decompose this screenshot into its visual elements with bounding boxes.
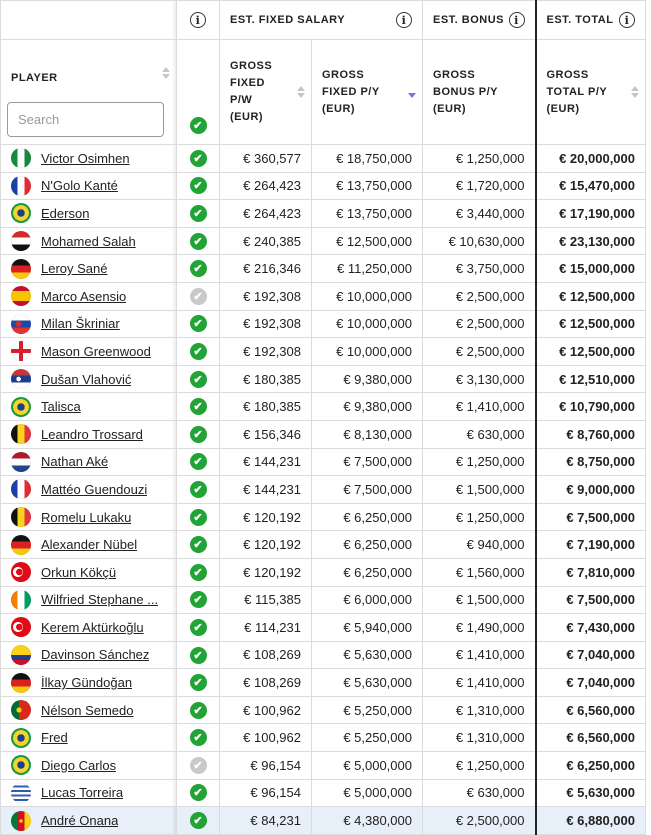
check-icon: ✔ [190, 674, 207, 691]
verified-cell [177, 586, 220, 614]
fixed-pw-cell: € 156,346 [220, 420, 312, 448]
verified-cell [177, 310, 220, 338]
fixed-pw-cell: € 144,231 [220, 476, 312, 504]
slovakia-flag-icon [11, 314, 31, 334]
check-icon[interactable]: ✔ [190, 117, 207, 134]
fixed-py-cell: € 5,940,000 [312, 614, 423, 642]
total-py-cell: € 10,790,000 [536, 393, 646, 421]
header-line: GROSS [546, 68, 589, 81]
table-row[interactable] [1, 558, 646, 586]
check-icon: ✔ [190, 260, 207, 277]
fixed-py-cell: € 10,000,000 [312, 282, 423, 310]
check-icon: ✔ [190, 647, 207, 664]
table-row[interactable] [1, 255, 646, 283]
fixed-pw-cell: € 108,269 [220, 669, 312, 697]
check-icon: ✔ [190, 619, 207, 636]
fixed-pw-cell: € 115,385 [220, 586, 312, 614]
header-line: FIXED P/Y [322, 85, 380, 98]
player-cell[interactable] [1, 752, 177, 780]
table-row[interactable] [1, 752, 646, 780]
belgium-flag-icon [11, 507, 31, 527]
verified-cell [177, 145, 220, 173]
portugal-flag-icon [11, 700, 31, 720]
player-name-link[interactable]: Fred [41, 730, 68, 746]
header-line: (EUR) [322, 102, 356, 115]
verified-cell [177, 696, 220, 724]
group-header-row [1, 1, 646, 40]
table-row[interactable] [1, 614, 646, 642]
player-name-link[interactable]: Alexander Nübel [41, 537, 138, 553]
bonus-py-cell: € 1,560,000 [423, 558, 536, 586]
bonus-py-cell: € 10,630,000 [423, 227, 536, 255]
table-row[interactable] [1, 145, 646, 173]
fixed-py-cell: € 18,750,000 [312, 145, 423, 173]
table-row[interactable] [1, 448, 646, 476]
header-line: (EUR) [433, 102, 467, 115]
column-header-row [1, 40, 646, 145]
cameroon-flag-icon [11, 811, 31, 831]
total-group-header [536, 1, 646, 40]
table-row[interactable] [1, 227, 646, 255]
verified-cell [177, 420, 220, 448]
verified-cell [177, 807, 220, 835]
bonus-py-cell: € 1,250,000 [423, 752, 536, 780]
check-icon: ✔ [190, 729, 207, 746]
verified-cell [177, 255, 220, 283]
total-py-cell: € 12,510,000 [536, 365, 646, 393]
spain-flag-icon [11, 286, 31, 306]
fixed-pw-cell: € 96,154 [220, 752, 312, 780]
ivorycoast-flag-icon [11, 590, 31, 610]
player-cell[interactable] [1, 669, 177, 697]
table-row[interactable] [1, 503, 646, 531]
player-name-link[interactable]: İlkay Gündoğan [41, 675, 133, 691]
verified-cell [177, 365, 220, 393]
total-py-cell: € 6,250,000 [536, 752, 646, 780]
fixed-py-cell: € 12,500,000 [312, 227, 423, 255]
check-icon: ✔ [190, 591, 207, 608]
total-py-cell: € 6,560,000 [536, 696, 646, 724]
check-icon: ✔ [190, 315, 207, 332]
brazil-flag-icon [11, 755, 31, 775]
verified-cell [177, 476, 220, 504]
check-icon: ✔ [190, 702, 207, 719]
player-name-link[interactable]: Mohamed Salah [41, 233, 136, 249]
player-cell[interactable] [1, 393, 177, 421]
player-cell[interactable] [1, 696, 177, 724]
check-icon: ✔ [190, 481, 207, 498]
fixed-py-cell: € 5,250,000 [312, 696, 423, 724]
player-cell[interactable] [1, 448, 177, 476]
table-row[interactable] [1, 172, 646, 200]
table-row[interactable] [1, 696, 646, 724]
sort-icon[interactable] [297, 86, 305, 98]
verified-cell [177, 200, 220, 228]
table-row[interactable] [1, 393, 646, 421]
verified-cell [177, 227, 220, 255]
fixed-pw-cell: € 120,192 [220, 503, 312, 531]
bonus-py-cell: € 3,750,000 [423, 255, 536, 283]
fixed-py-cell: € 5,000,000 [312, 779, 423, 807]
table-row[interactable] [1, 310, 646, 338]
player-cell[interactable] [1, 365, 177, 393]
total-py-cell: € 6,560,000 [536, 724, 646, 752]
bonus-py-cell: € 3,130,000 [423, 365, 536, 393]
player-cell[interactable] [1, 724, 177, 752]
fixed-pw-cell: € 192,308 [220, 338, 312, 366]
egypt-flag-icon [11, 231, 31, 251]
total-py-cell: € 7,810,000 [536, 558, 646, 586]
verified-cell [177, 338, 220, 366]
bonus-py-cell: € 2,500,000 [423, 807, 536, 835]
france-flag-icon [11, 176, 31, 196]
verified-cell [177, 752, 220, 780]
bonus-label: EST. BONUS [433, 14, 505, 26]
fixed-py-cell: € 6,250,000 [312, 531, 423, 559]
fixed-py-cell: € 7,500,000 [312, 476, 423, 504]
germany-flag-icon [11, 673, 31, 693]
fixed-py-cell: € 10,000,000 [312, 338, 423, 366]
header-line: P/W [230, 94, 253, 106]
check-icon: ✔ [190, 757, 207, 774]
bonus-py-cell: € 1,310,000 [423, 696, 536, 724]
verified-cell [177, 558, 220, 586]
total-py-cell: € 15,000,000 [536, 255, 646, 283]
sort-icon[interactable] [631, 86, 639, 98]
bonus-py-cell: € 1,410,000 [423, 669, 536, 697]
fixed-pw-cell: € 120,192 [220, 558, 312, 586]
player-group-header [1, 1, 177, 40]
total-py-cell: € 7,500,000 [536, 586, 646, 614]
total-py-cell: € 8,760,000 [536, 420, 646, 448]
table-row[interactable] [1, 338, 646, 366]
fixed-py-cell: € 11,250,000 [312, 255, 423, 283]
table-row[interactable] [1, 779, 646, 807]
serbia-flag-icon [11, 369, 31, 389]
fixed-pw-cell: € 100,962 [220, 696, 312, 724]
fixed-pw-cell: € 264,423 [220, 172, 312, 200]
england-flag-icon [11, 341, 31, 361]
fixed-py-cell: € 10,000,000 [312, 310, 423, 338]
check-icon: ✔ [190, 536, 207, 553]
player-name-link[interactable]: André Onana [41, 813, 119, 829]
table-row[interactable] [1, 669, 646, 697]
verified-cell [177, 448, 220, 476]
turkey-flag-icon [11, 562, 31, 582]
player-name-link[interactable]: Dušan Vlahović [41, 371, 132, 387]
bonus-py-cell: € 630,000 [423, 420, 536, 448]
check-icon: ✔ [190, 453, 207, 470]
player-cell[interactable] [1, 779, 177, 807]
header-line: GROSS [322, 68, 365, 81]
fixed-py-cell: € 6,250,000 [312, 503, 423, 531]
player-cell[interactable] [1, 586, 177, 614]
uruguay-flag-icon [11, 783, 31, 803]
player-name-link[interactable]: Marco Asensio [41, 288, 127, 304]
verified-cell [177, 531, 220, 559]
player-cell[interactable] [1, 255, 177, 283]
player-cell[interactable] [1, 145, 177, 173]
brazil-flag-icon [11, 728, 31, 748]
player-name-link[interactable]: Nélson Semedo [41, 702, 134, 718]
verified-column-header [177, 40, 220, 145]
fixed-pw-column-header[interactable] [220, 40, 312, 145]
player-cell[interactable] [1, 172, 177, 200]
check-icon: ✔ [190, 150, 207, 167]
header-line: (EUR) [546, 102, 580, 115]
total-label: EST. TOTAL [546, 14, 614, 26]
fixed-py-column-header[interactable] [312, 40, 423, 145]
info-icon[interactable]: i [509, 12, 525, 28]
player-name-link[interactable]: Wilfried Stephane ... [41, 592, 159, 608]
player-cell[interactable] [1, 614, 177, 642]
player-name-link[interactable]: Milan Škriniar [41, 316, 120, 332]
bonus-py-cell: € 1,410,000 [423, 641, 536, 669]
bonus-py-cell: € 1,500,000 [423, 476, 536, 504]
verified-cell [177, 172, 220, 200]
verified-cell [177, 503, 220, 531]
player-cell[interactable] [1, 641, 177, 669]
fixed-py-cell: € 4,380,000 [312, 807, 423, 835]
fixed-py-cell: € 8,130,000 [312, 420, 423, 448]
bonus-py-cell: € 630,000 [423, 779, 536, 807]
bonus-py-cell: € 3,440,000 [423, 200, 536, 228]
table-row[interactable] [1, 531, 646, 559]
fixed-pw-cell: € 144,231 [220, 448, 312, 476]
total-py-cell: € 12,500,000 [536, 338, 646, 366]
player-cell[interactable] [1, 200, 177, 228]
total-py-cell: € 12,500,000 [536, 310, 646, 338]
bonus-py-cell: € 1,410,000 [423, 393, 536, 421]
sort-icon[interactable] [162, 67, 170, 79]
bonus-py-column-header[interactable] [423, 40, 536, 145]
total-py-cell: € 8,750,000 [536, 448, 646, 476]
fixed-py-cell: € 9,380,000 [312, 365, 423, 393]
player-column-label: PLAYER [11, 71, 58, 84]
check-icon: ✔ [190, 398, 207, 415]
player-name-link[interactable]: Talisca [41, 399, 81, 415]
total-py-cell: € 12,500,000 [536, 282, 646, 310]
bonus-py-cell: € 940,000 [423, 531, 536, 559]
fixed-py-cell: € 6,250,000 [312, 558, 423, 586]
belgium-flag-icon [11, 424, 31, 444]
total-py-cell: € 6,880,000 [536, 807, 646, 835]
header-line: (EUR) [230, 111, 264, 123]
player-name-link[interactable]: Diego Carlos [41, 757, 117, 773]
check-icon: ✔ [190, 343, 207, 360]
bonus-py-cell: € 2,500,000 [423, 282, 536, 310]
table-row[interactable] [1, 365, 646, 393]
bonus-py-cell: € 2,500,000 [423, 338, 536, 366]
fixed-pw-cell: € 108,269 [220, 641, 312, 669]
fixed-py-cell: € 7,500,000 [312, 448, 423, 476]
check-icon: ✔ [190, 564, 207, 581]
verified-cell [177, 724, 220, 752]
total-py-cell: € 20,000,000 [536, 145, 646, 173]
player-name-link[interactable]: Ederson [41, 205, 90, 221]
fixed-py-cell: € 13,750,000 [312, 172, 423, 200]
total-py-cell: € 7,040,000 [536, 669, 646, 697]
check-icon: ✔ [190, 233, 207, 250]
player-name-link[interactable]: Kerem Aktürkoğlu [41, 619, 144, 635]
bonus-py-cell: € 1,250,000 [423, 145, 536, 173]
check-icon: ✔ [190, 426, 207, 443]
fixed-salary-label: EST. FIXED SALARY [230, 14, 346, 26]
fixed-pw-cell: € 84,231 [220, 807, 312, 835]
brazil-flag-icon [11, 397, 31, 417]
table-row[interactable] [1, 282, 646, 310]
total-py-cell: € 7,190,000 [536, 531, 646, 559]
player-cell[interactable] [1, 476, 177, 504]
total-py-cell: € 17,190,000 [536, 200, 646, 228]
header-line: BONUS P/Y [433, 85, 499, 98]
player-cell[interactable] [1, 338, 177, 366]
fixed-py-cell: € 5,000,000 [312, 752, 423, 780]
table-row[interactable] [1, 200, 646, 228]
verified-cell [177, 779, 220, 807]
player-cell[interactable] [1, 531, 177, 559]
turkey-flag-icon [11, 617, 31, 637]
colombia-flag-icon [11, 645, 31, 665]
header-line: GROSS [433, 68, 476, 81]
verified-cell [177, 282, 220, 310]
total-py-cell: € 7,040,000 [536, 641, 646, 669]
table-body [1, 145, 646, 835]
check-icon: ✔ [190, 288, 207, 305]
total-py-cell: € 7,500,000 [536, 503, 646, 531]
fixed-pw-cell: € 114,231 [220, 614, 312, 642]
verified-cell [177, 641, 220, 669]
table-row[interactable] [1, 641, 646, 669]
bonus-py-cell: € 1,500,000 [423, 586, 536, 614]
search-input[interactable] [7, 102, 164, 137]
player-cell[interactable] [1, 420, 177, 448]
header-line: GROSS [230, 60, 273, 72]
check-icon: ✔ [190, 509, 207, 526]
player-cell[interactable] [1, 807, 177, 835]
table-row[interactable] [1, 476, 646, 504]
player-name-link[interactable]: Victor Osimhen [41, 150, 130, 166]
check-icon: ✔ [190, 177, 207, 194]
sort-desc-icon[interactable] [408, 86, 416, 98]
total-py-cell: € 9,000,000 [536, 476, 646, 504]
player-cell[interactable] [1, 282, 177, 310]
player-cell[interactable] [1, 558, 177, 586]
france-flag-icon [11, 479, 31, 499]
table-row[interactable] [1, 420, 646, 448]
player-cell[interactable] [1, 310, 177, 338]
fixed-py-cell: € 9,380,000 [312, 393, 423, 421]
table-row[interactable] [1, 807, 646, 835]
fixed-py-cell: € 13,750,000 [312, 200, 423, 228]
bonus-py-cell: € 1,250,000 [423, 448, 536, 476]
player-name-link[interactable]: Nathan Aké [41, 454, 109, 470]
fixed-pw-cell: € 180,385 [220, 393, 312, 421]
fixed-pw-cell: € 180,385 [220, 365, 312, 393]
player-name-link[interactable]: Leandro Trossard [41, 426, 143, 442]
fixed-pw-cell: € 240,385 [220, 227, 312, 255]
player-name-link[interactable]: Lucas Torreira [41, 785, 124, 801]
bonus-group-header [423, 1, 536, 40]
table-row[interactable] [1, 724, 646, 752]
netherlands-flag-icon [11, 452, 31, 472]
fixed-pw-cell: € 360,577 [220, 145, 312, 173]
fixed-pw-cell: € 96,154 [220, 779, 312, 807]
fixed-pw-cell: € 120,192 [220, 531, 312, 559]
header-line: FIXED [230, 77, 265, 89]
fixed-py-cell: € 5,250,000 [312, 724, 423, 752]
verified-cell [177, 669, 220, 697]
fixed-py-cell: € 5,630,000 [312, 641, 423, 669]
header-line: TOTAL P/Y [546, 85, 608, 98]
bonus-py-cell: € 1,490,000 [423, 614, 536, 642]
info-icon[interactable]: i [619, 12, 635, 28]
fixed-pw-cell: € 216,346 [220, 255, 312, 283]
check-icon: ✔ [190, 205, 207, 222]
info-icon[interactable]: i [190, 12, 206, 28]
verified-group-header [177, 1, 220, 40]
germany-flag-icon [11, 535, 31, 555]
player-name-link[interactable]: Mattéo Guendouzi [41, 481, 148, 497]
verified-cell [177, 614, 220, 642]
player-name-link[interactable]: Orkun Kökçü [41, 564, 117, 580]
total-py-cell: € 5,630,000 [536, 779, 646, 807]
info-icon[interactable]: i [396, 12, 412, 28]
player-name-link[interactable]: Davinson Sánchez [41, 647, 150, 663]
fixed-salary-group-header [220, 1, 423, 40]
bonus-py-cell: € 1,250,000 [423, 503, 536, 531]
fixed-pw-cell: € 192,308 [220, 282, 312, 310]
bonus-py-cell: € 1,310,000 [423, 724, 536, 752]
bonus-py-cell: € 1,720,000 [423, 172, 536, 200]
check-icon: ✔ [190, 812, 207, 829]
player-name-link[interactable]: Leroy Sané [41, 261, 108, 277]
total-py-cell: € 7,430,000 [536, 614, 646, 642]
fixed-pw-cell: € 100,962 [220, 724, 312, 752]
check-icon: ✔ [190, 371, 207, 388]
nigeria-flag-icon [11, 148, 31, 168]
fixed-pw-cell: € 264,423 [220, 200, 312, 228]
player-column-header[interactable] [1, 40, 177, 145]
table-row[interactable] [1, 586, 646, 614]
player-name-link[interactable]: Romelu Lukaku [41, 509, 132, 525]
player-cell[interactable] [1, 227, 177, 255]
brazil-flag-icon [11, 203, 31, 223]
fixed-py-cell: € 5,630,000 [312, 669, 423, 697]
bonus-py-cell: € 2,500,000 [423, 310, 536, 338]
germany-flag-icon [11, 259, 31, 279]
check-icon: ✔ [190, 784, 207, 801]
fixed-pw-cell: € 192,308 [220, 310, 312, 338]
player-cell[interactable] [1, 503, 177, 531]
player-name-link[interactable]: Mason Greenwood [41, 343, 151, 359]
total-py-cell: € 15,470,000 [536, 172, 646, 200]
fixed-py-cell: € 6,000,000 [312, 586, 423, 614]
total-py-column-header[interactable] [536, 40, 646, 145]
player-name-link[interactable]: N'Golo Kanté [41, 178, 118, 194]
verified-cell [177, 393, 220, 421]
total-py-cell: € 23,130,000 [536, 227, 646, 255]
